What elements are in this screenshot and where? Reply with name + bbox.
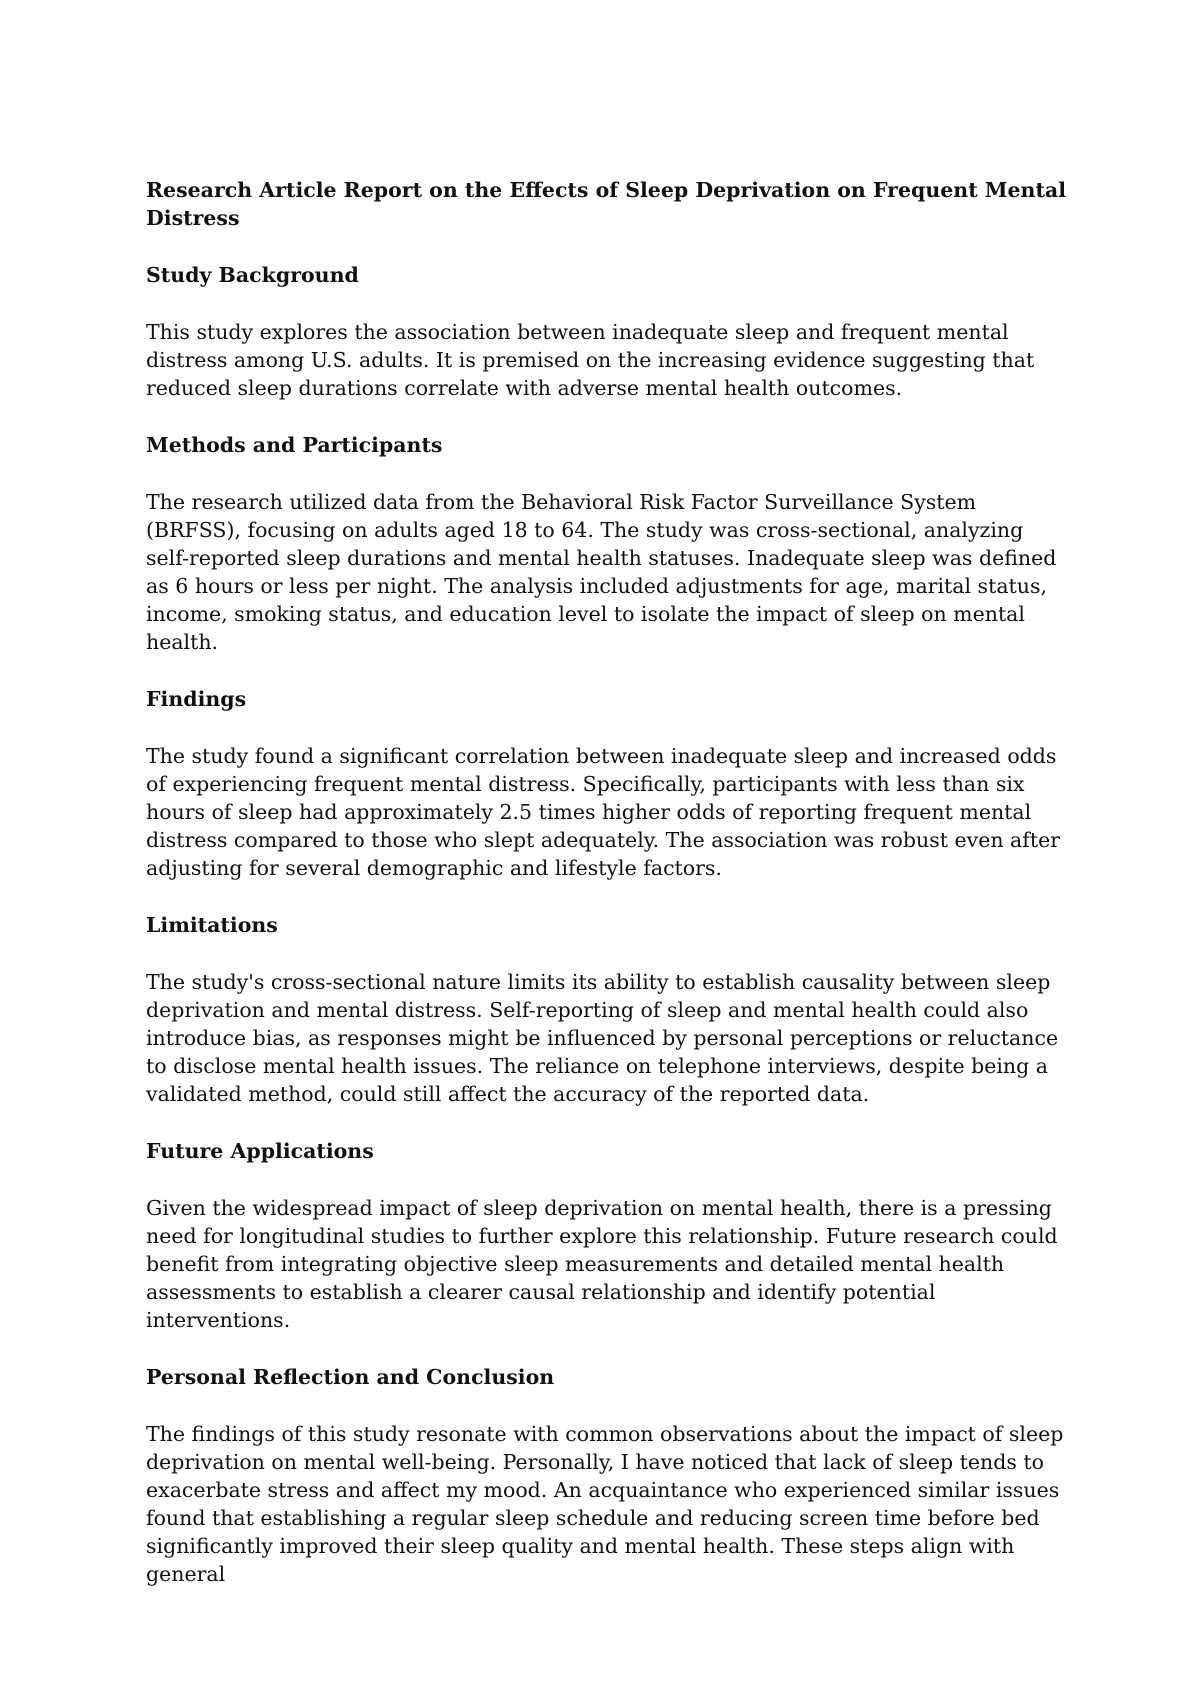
- section-heading-findings: Findings: [146, 687, 247, 711]
- document-title: Research Article Report on the Effects of Sleep Deprivation on Frequent Mental Distress: [146, 178, 1066, 230]
- section-heading-methods: Methods and Participants: [146, 433, 443, 457]
- document-content: [146, 176, 1066, 1617]
- section-body-limitations: The study's cross-sectional nature limits its ability to establish causality between sleep deprivation and mental distress. Self-reporting of sleep and mental health could also introduce bias, as responses might be influenced by personal perceptions or reluctance to disclose mental health issues. The reliance on telephone interviews, despite being a validated method, could still affect the accuracy of the reported data.: [146, 970, 1059, 1106]
- section-heading-study-background: Study Background: [146, 263, 359, 287]
- section-heading-future-applications: Future Applications: [146, 1139, 374, 1163]
- section-body-future-applications: Given the widespread impact of sleep deprivation on mental health, there is a pressing need for longitudinal studies to further explore this relationship. Future research could benefit from integrating objective sleep measurements and detailed mental health assessments to establish a clearer causal relationship and identify potential interventions.: [146, 1196, 1058, 1332]
- section-heading-personal-reflection: Personal Reflection and Conclusion: [146, 1365, 555, 1389]
- section-body-personal-reflection: The findings of this study resonate with common observations about the impact of sleep deprivation on mental well-being. Personally, I have noticed that lack of sleep tends to exacerbate stress and affect my mood. An acquaintance who experienced similar issues found that establishing a regular sleep schedule and reducing screen time before bed significantly improved their sleep quality and mental health. These steps align with general: [146, 1422, 1064, 1586]
- section-heading-limitations: Limitations: [146, 913, 278, 937]
- section-body-study-background: This study explores the association between inadequate sleep and frequent mental distress among U.S. adults. It is premised on the increasing evidence suggesting that reduced sleep durations correlate with adverse mental health outcomes.: [146, 320, 1035, 400]
- section-body-findings: The study found a significant correlation between inadequate sleep and increased odds of experiencing frequent mental distress. Specifically, participants with less than six hours of sleep had approximately 2.5 times higher odds of reporting frequent mental distress compared to those who slept adequately. The association was robust even after adjusting for several demographic and lifestyle factors.: [146, 744, 1061, 880]
- section-body-methods: The research utilized data from the Behavioral Risk Factor Surveillance System (BRFSS), focusing on adults aged 18 to 64. The study was cross-sectional, analyzing self-reported sleep durations and mental health statuses. Inadequate sleep was defined as 6 hours or less per night. The analysis included adjustments for age, marital status, income, smoking status, and education level to isolate the impact of sleep on mental health.: [146, 490, 1057, 654]
